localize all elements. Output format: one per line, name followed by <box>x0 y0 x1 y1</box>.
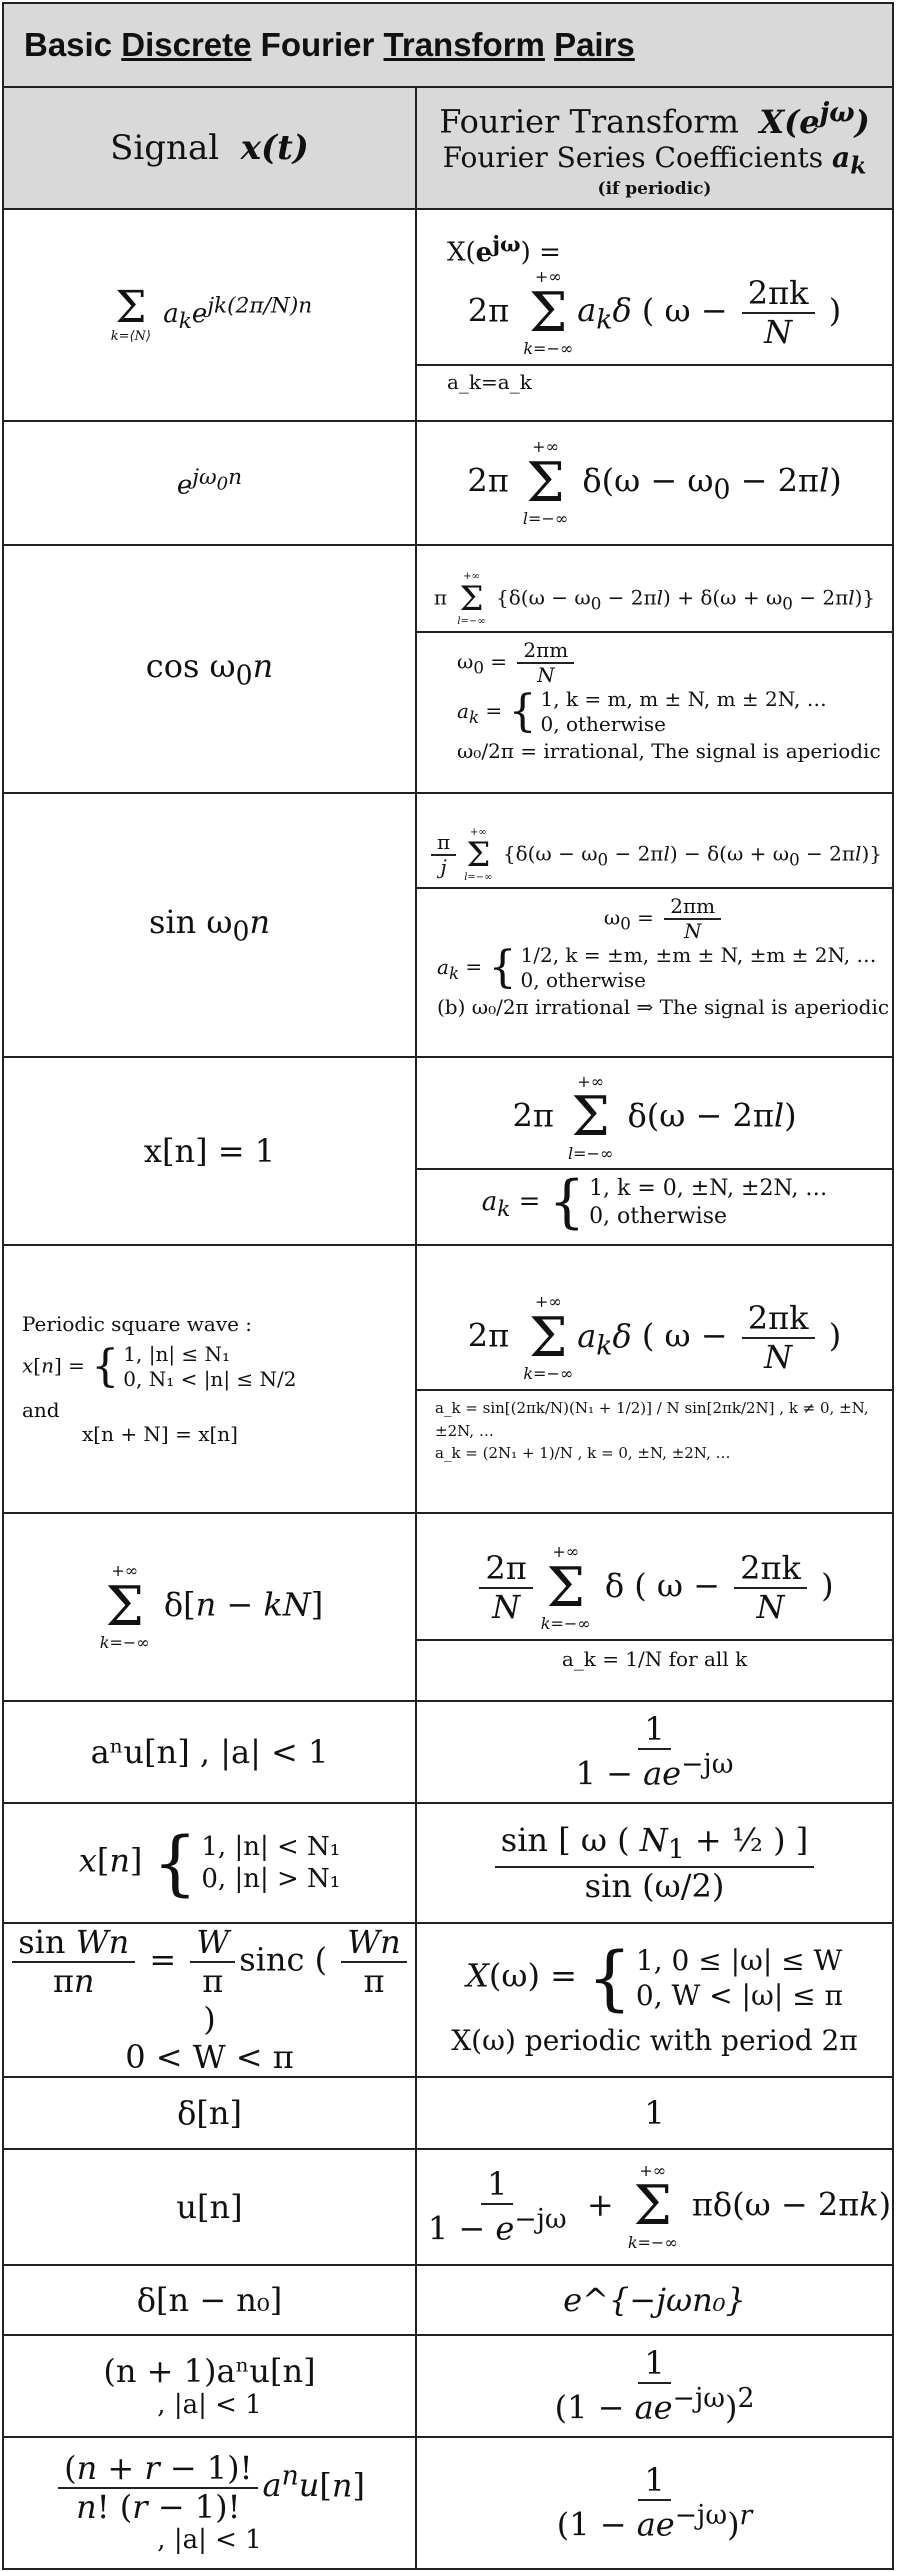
table-row <box>3 793 893 1057</box>
table-row <box>3 1245 893 1513</box>
row-5-transform: 2π +∞ Σ l=−∞ δ(ω − 2πl) $a_k$ = { 1, k = 0, ±N, ±2N, … 0, otherwise <box>416 1057 893 1245</box>
row-13-signal: δ[n − n₀] <box>3 2265 416 2335</box>
row-1-transform: $X(e^{j\omega})$ = 2π +∞ Σ k=−∞ $a_k\delta$ ( ω − $\frac{2\pi k}{N}$ ) a_k=a_k <box>416 209 893 421</box>
row-15-transform: $\frac{1}{(1 - ae^{-j\omega})^r}$ <box>416 2437 893 2569</box>
row-14-transform: $\frac{1}{(1 - ae^{-j\omega})^2}$ <box>416 2335 893 2437</box>
table-row <box>3 2437 893 2569</box>
row-6-signal: Periodic square wave : x[n] = { 1, |n| ≤ N₁ 0, N₁ < |n| ≤ N/2 and x[n + N] = x[n] <box>3 1245 416 1513</box>
row-10-signal: $\frac{\text{sin Wn}}{\pi n}$ = $\frac{W}{\pi}$ sinc ( $\frac{Wn}{\pi}$ ) 0 < W < π <box>3 1923 416 2077</box>
row-4-transform: $\frac{\pi}{j}$ +∞ Σ l=−∞ $\{\delta(\omega - \omega_0 - 2\pi l) - \delta(\omega + \omega_0 - 2\pi l)\}$ $\omega_0$ = $\frac{2\pi m}{N}$ $a_k$ = { 1/2, k = ±m, ±m ± N, ±m ± 2N, … 0, otherwise (b) ω₀/2π irrational ⇒ The signal is aperiodic <box>416 793 893 1057</box>
table-row <box>3 1803 893 1923</box>
row-8-transform: $\frac{1}{1 - ae^{-j\omega}}$ <box>416 1701 893 1803</box>
row-2-transform: 2π +∞ Σ l=−∞ $\delta(\omega - \omega_0 - 2\pi l)$ <box>416 421 893 545</box>
row-10-transform: X(ω) = { 1, 0 ≤ |ω| ≤ W 0, W < |ω| ≤ π X(ω) periodic with period 2π <box>416 1923 893 2077</box>
table-row <box>3 545 893 793</box>
table-row <box>3 2077 893 2149</box>
row-15-signal: $\frac{(n + r - 1)!}{n! (r - 1)!}$ $a^nu[n]$ , |a| < 1 <box>3 2437 416 2569</box>
header-signal: Signal x(t) <box>3 87 416 209</box>
table-row <box>3 2265 893 2335</box>
table-row <box>3 209 893 421</box>
row-9-signal: x[n] { 1, |n| < N₁ 0, |n| > N₁ <box>3 1803 416 1923</box>
table-row <box>3 1701 893 1803</box>
row-1-signal: Σ k=⟨N⟩ $a_ke^{jk(2\pi/N)n}$ <box>3 209 416 421</box>
table-row <box>3 1923 893 2077</box>
table-row <box>3 421 893 545</box>
row-7-transform: $\frac{2\pi}{N}$ +∞ Σ k=−∞ δ ( ω − $\frac{2\pi k}{N}$ ) a_k = 1/N for all k <box>416 1513 893 1701</box>
row-5-signal: x[n] = 1 <box>3 1057 416 1245</box>
table-row <box>3 1513 893 1701</box>
table-row <box>3 2149 893 2265</box>
row-11-transform: 1 <box>416 2077 893 2149</box>
table-title: Basic Discrete Fourier Transform Pairs <box>3 3 893 87</box>
row-3-transform: π +∞ Σ l=−∞ $\{\delta(\omega - \omega_0 - 2\pi l) + \delta(\omega + \omega_0 - 2\pi l)\}$ $\omega_0$ = $\frac{2\pi m}{N}$ $a_k$ = { 1, k = m, m ± N, m ± 2N, … 0, otherwise ω₀/2π = irrational, The signal is aperiodic <box>416 545 893 793</box>
row-4-signal: $\sin \omega_0n$ <box>3 793 416 1057</box>
fourier-pairs-table <box>2 2 894 2570</box>
row-12-signal: u[n] <box>3 2149 416 2265</box>
table-row <box>3 1057 893 1245</box>
row-14-signal: (n + 1)aⁿu[n] , |a| < 1 <box>3 2335 416 2437</box>
row-7-signal: +∞ Σ k=−∞ δ[n − kN] <box>3 1513 416 1701</box>
row-9-transform: $\frac{\sin [ \omega ( N_1 + \frac{1}{2} ) ]}{\sin (\omega/2)}$ <box>416 1803 893 1923</box>
header-transform: Fourier Transform $X(e^{j\omega})$ Fourier Series Coefficients $a_k$ (if periodic) <box>416 87 893 209</box>
table-row <box>3 2335 893 2437</box>
row-11-signal: δ[n] <box>3 2077 416 2149</box>
row-6-transform: 2π +∞ Σ k=−∞ $a_k\delta$ ( ω − $\frac{2\pi k}{N}$ ) a_k = sin[(2πk/N)(N₁ + 1/2)] / N sin[2πk/2N] , k ≠ 0, ±N, ±2N, … a_k = (2N₁ + 1)/N , k = 0, ±N, ±2N, … <box>416 1245 893 1513</box>
row-13-transform: e^{−jωn₀} <box>416 2265 893 2335</box>
row-2-signal: $e^{j\omega_0n}$ <box>3 421 416 545</box>
row-3-signal: $\cos \omega_0n$ <box>3 545 416 793</box>
row-8-signal: aⁿu[n] , |a| < 1 <box>3 1701 416 1803</box>
row-12-transform: $\frac{1}{1 - e^{-j\omega}}$ + +∞ Σ k=−∞ πδ(ω − 2πk) <box>416 2149 893 2265</box>
